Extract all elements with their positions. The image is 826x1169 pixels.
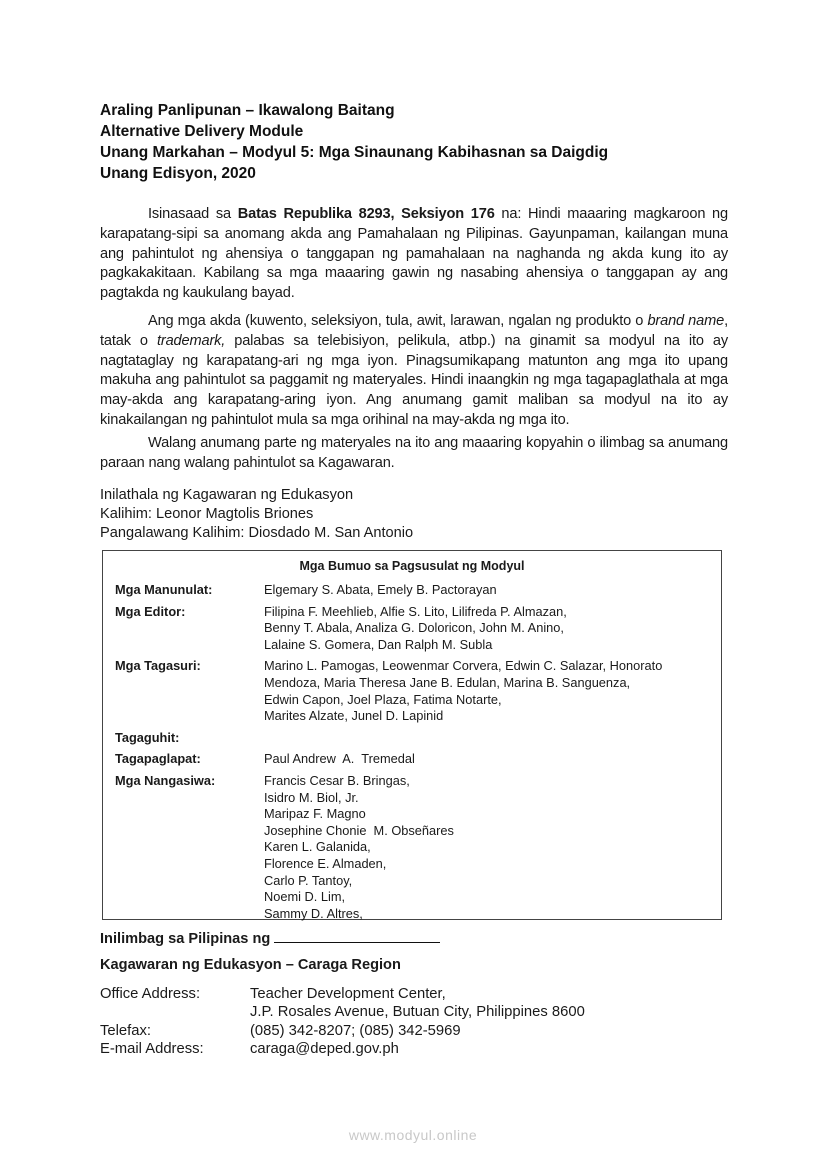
module-title-block	[100, 100, 608, 184]
credits-row-writers	[115, 582, 721, 599]
credits-value	[264, 773, 721, 922]
printed-in-line	[100, 928, 440, 947]
spacer	[100, 1003, 250, 1021]
credits-label: Mga Tagasuri:	[115, 658, 201, 674]
reproduction-notice-paragraph	[100, 434, 728, 474]
region-heading: Kagawaran ng Edukasyon – Caraga Region	[100, 957, 401, 973]
italic-term: trademark,	[156, 332, 226, 349]
quarter-module-title: Unang Markahan – Modyul 5: Mga Sinaunang Kabihasnan sa Daigdig	[100, 144, 609, 161]
credits-line: Sammy D. Altres,	[264, 905, 363, 921]
undersecretary-line: Pangalawang Kalihim: Diosdado M. San Antonio	[100, 525, 414, 541]
credits-row-reviewers	[115, 658, 721, 724]
credits-label: Mga Editor:	[115, 603, 186, 619]
credits-line: Filipina F. Meehlieb, Alfie S. Lito, Lilifreda P. Almazan,	[264, 603, 567, 619]
credits-line: Florence E. Almaden,	[264, 855, 387, 871]
printed-label: Inilimbag sa Pilipinas ng	[100, 931, 271, 947]
credits-line: Maripaz F. Magno	[264, 806, 366, 822]
printer-blank-line	[274, 928, 440, 943]
credits-label: Tagaguhit:	[115, 729, 180, 745]
publisher-info	[100, 486, 413, 543]
credits-value	[264, 751, 721, 768]
credits-line: Carlo P. Tantoy,	[264, 872, 353, 888]
credits-row-editors	[115, 604, 721, 654]
credits-line: Mendoza, Maria Theresa Jane B. Edulan, Marina B. Sanguenza,	[264, 674, 631, 690]
credits-line: Elgemary S. Abata, Emely B. Pactorayan	[264, 582, 497, 597]
module-type-title: Alternative Delivery Module	[100, 123, 304, 140]
credits-line: Marino L. Pamogas, Leowenmar Corvera, Edwin C. Salazar, Honorato	[264, 658, 663, 674]
italic-term: brand name	[647, 313, 725, 329]
credits-line: Lalaine S. Gomera, Dan Ralph M. Subla	[264, 636, 493, 652]
email-row	[100, 1040, 585, 1058]
email-value[interactable]: caraga@deped.gov.ph	[250, 1040, 399, 1057]
text: palabas sa telebisiyon, pelikula, atbp.) na ginamit sa modyul na ito ay nagtataglay ng karapatang-ari ng mga iyon. Pinagsumikapang matunton ang mga ito upang makuha ang pahintulot sa paggamit ng materyales. Hindi inaangkin ng mga tagapaglathala at mga may-akda ang karapatang-aring iyon. Ang anumang gamit maliban sa modyul na ito ay kinakailangan ng pahintulot mula sa mga orihinal na may-akda ng mga ito.	[100, 332, 728, 428]
subject-grade-title: Araling Panlipunan – Ikawalong Baitang	[100, 102, 395, 119]
credits-value	[264, 604, 721, 654]
text: Ang mga akda (kuwento, seleksiyon, tula, awit, larawan, ngalan ng produkto o	[148, 313, 648, 329]
office-address-row-2	[100, 1003, 585, 1021]
credits-line: Paul Andrew A. Tremedal	[264, 751, 415, 767]
text: Isinasaad sa	[148, 206, 238, 222]
text: , tatak o	[100, 313, 728, 349]
publisher-line: Inilathala ng Kagawaran ng Edukasyon	[100, 487, 354, 503]
credits-line: Edwin Capon, Joel Plaza, Fatima Notarte,	[264, 691, 502, 707]
credits-title: Mga Bumuo sa Pagsusulat ng Modyul	[299, 559, 525, 573]
credits-label: Tagapaglapat:	[115, 751, 201, 767]
credits-line: Noemi D. Lim,	[264, 889, 346, 905]
credits-box	[102, 550, 722, 920]
office-address-value: J.P. Rosales Avenue, Butuan City, Philippines 8600	[250, 1004, 585, 1021]
copyright-law-paragraph	[100, 205, 728, 304]
credits-line: Marites Alzate, Junel D. Lapinid	[264, 708, 444, 724]
office-address-row	[100, 985, 585, 1003]
telefax-value: (085) 342-8207; (085) 342-5969	[250, 1022, 461, 1039]
law-reference: Batas Republika 8293, Seksiyon 176	[237, 206, 495, 222]
credits-row-layout	[115, 751, 721, 768]
text: Walang anumang parte ng materyales na ito ang maaaring kopyahin o ilimbag sa anumang paraan nang walang pahintulot sa Kagawaran.	[100, 435, 728, 471]
telefax-label: Telefax:	[100, 1022, 151, 1039]
credits-row-management	[115, 773, 721, 922]
email-label: E-mail Address:	[100, 1040, 204, 1057]
credits-label: Mga Nangasiwa:	[115, 772, 216, 788]
watermark: www.modyul.online	[348, 1127, 478, 1143]
telefax-row	[100, 1022, 585, 1040]
office-address-label: Office Address:	[100, 986, 201, 1002]
credits-line: Karen L. Galanida,	[264, 839, 371, 855]
credits-label: Mga Manunulat:	[115, 582, 213, 597]
credits-line: Benny T. Abala, Analiza G. Doloricon, John M. Anino,	[264, 620, 564, 636]
office-address-value: Teacher Development Center,	[250, 986, 446, 1002]
credits-line: Isidro M. Biol, Jr.	[264, 789, 359, 805]
credits-line: Francis Cesar B. Bringas,	[264, 772, 410, 788]
credits-row-illustrator	[115, 730, 721, 747]
edition-title: Unang Edisyon, 2020	[100, 165, 256, 182]
text: na: Hindi maaaring magkaroon ng karapatang-sipi sa anomang akda ang Pamahalaan ng Pilipinas. Gayunpaman, kailangan muna ang pahintulot ng ahensiya o tanggapan ng pamahalaan na naghanda ng akda kung ito ay pagkakakitaan. Kabilang sa mga maaaring gawin ng nasabing ahensiya o tanggapan ay ang pagtakda ng kaukulang bayad.	[100, 206, 728, 302]
contact-info	[100, 985, 585, 1058]
credits-value	[264, 730, 721, 747]
borrowed-materials-paragraph	[100, 312, 728, 431]
secretary-line: Kalihim: Leonor Magtolis Briones	[100, 506, 314, 522]
credits-line: Josephine Chonie M. Obseñares	[264, 822, 454, 838]
credits-value	[264, 658, 721, 724]
credits-value	[264, 582, 721, 599]
